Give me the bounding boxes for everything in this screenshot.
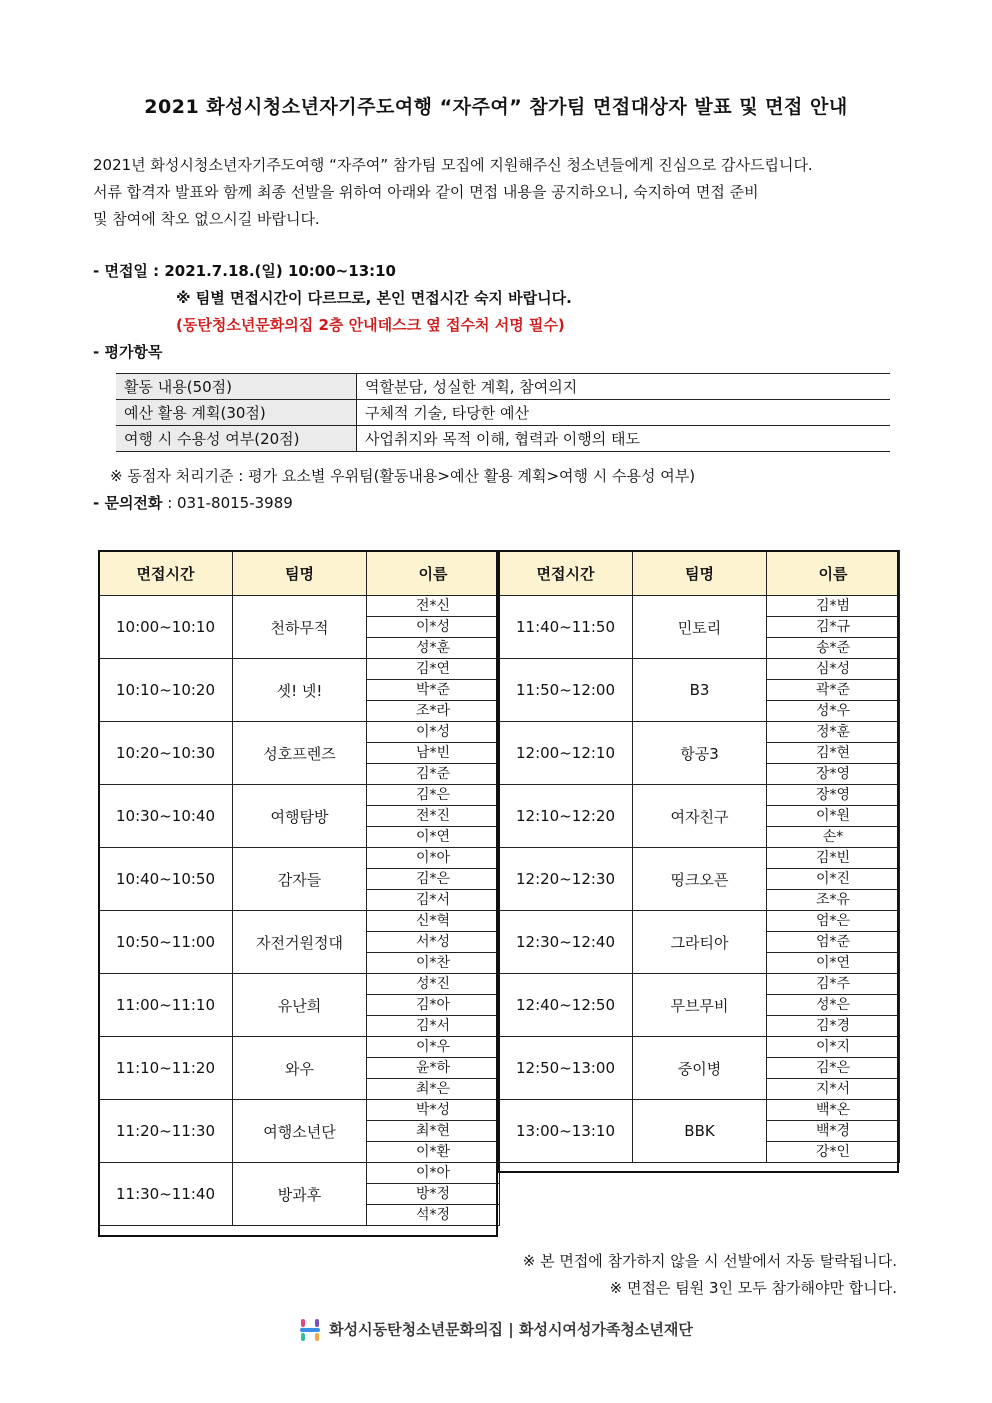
member-name: 엄*은 — [767, 911, 900, 932]
interview-time: 10:30~10:40 — [99, 785, 233, 848]
member-name: 김*은 — [367, 869, 500, 890]
table-row — [499, 974, 900, 995]
member-name: 김*은 — [767, 1058, 900, 1079]
member-name: 김*경 — [767, 1016, 900, 1037]
team-name: 방과후 — [233, 1163, 367, 1226]
member-name: 성*우 — [767, 701, 900, 722]
member-name: 석*정 — [367, 1205, 500, 1226]
member-name: 손* — [767, 827, 900, 848]
interview-time: 12:50~13:00 — [499, 1037, 633, 1100]
interview-time: 10:50~11:00 — [99, 911, 233, 974]
team-name: BBK — [633, 1100, 767, 1163]
footer — [0, 1318, 992, 1342]
interview-time: 12:20~12:30 — [499, 848, 633, 911]
schedule-table-left — [98, 550, 500, 1226]
table-row — [99, 911, 500, 932]
member-name: 이*연 — [367, 827, 500, 848]
tiebreak-rule: ※ 동점자 처리기준 : 평가 요소별 우위팀(활동내용>예산 활용 계획>여행 시 수용성 여부) — [110, 467, 696, 485]
interview-time: 13:00~13:10 — [499, 1100, 633, 1163]
eval-desc: 구체적 기술, 타당한 예산 — [357, 400, 891, 426]
member-name: 성*진 — [367, 974, 500, 995]
footer-org: 화성시동탄청소년문화의집 | 화성시여성가족청소년재단 — [329, 1320, 693, 1339]
column-header: 면접시간 — [99, 551, 233, 596]
member-name: 김*아 — [367, 995, 500, 1016]
member-name: 전*신 — [367, 596, 500, 617]
team-name: 성호프렌즈 — [233, 722, 367, 785]
table-row — [499, 1037, 900, 1058]
member-name: 박*준 — [367, 680, 500, 701]
member-name: 최*현 — [367, 1121, 500, 1142]
team-name: 여행소년단 — [233, 1100, 367, 1163]
interview-time: 11:30~11:40 — [99, 1163, 233, 1226]
member-name: 이*성 — [367, 722, 500, 743]
table-row — [99, 659, 500, 680]
table-header-row — [499, 551, 900, 596]
member-name: 남*빈 — [367, 743, 500, 764]
member-name: 백*경 — [767, 1121, 900, 1142]
team-name: 중이병 — [633, 1037, 767, 1100]
team-name: 천하무적 — [233, 596, 367, 659]
member-name: 이*원 — [767, 806, 900, 827]
table-header-row — [99, 551, 500, 596]
interview-time: 12:40~12:50 — [499, 974, 633, 1037]
schedule-note: ※ 팀별 면접시간이 다르므로, 본인 면접시간 숙지 바랍니다. — [176, 289, 572, 307]
intro-line: 및 참여에 착오 없으시길 바랍니다. — [93, 210, 320, 228]
member-name: 이*진 — [767, 869, 900, 890]
member-name: 이*성 — [367, 617, 500, 638]
team-name: 무브무비 — [633, 974, 767, 1037]
member-name: 이*찬 — [367, 953, 500, 974]
member-name: 김*규 — [767, 617, 900, 638]
interview-time: 12:30~12:40 — [499, 911, 633, 974]
contact — [93, 492, 293, 513]
member-name: 최*은 — [367, 1079, 500, 1100]
member-name: 박*성 — [367, 1100, 500, 1121]
member-name: 전*진 — [367, 806, 500, 827]
member-name: 정*훈 — [767, 722, 900, 743]
team-name: 그라티아 — [633, 911, 767, 974]
member-name: 엄*준 — [767, 932, 900, 953]
foundation-logo-icon — [299, 1318, 321, 1342]
member-name: 김*서 — [367, 1016, 500, 1037]
page-title: 2021 화성시청소년자기주도여행 “자주여” 참가팀 면접대상자 발표 및 면접 안내 — [144, 96, 848, 118]
interview-time: 11:40~11:50 — [499, 596, 633, 659]
member-name: 이*연 — [767, 953, 900, 974]
member-name: 김*은 — [367, 785, 500, 806]
interview-date: - 면접일 : 2021.7.18.(일) 10:00~13:10 — [93, 262, 396, 280]
interview-time: 12:10~12:20 — [499, 785, 633, 848]
member-name: 신*혁 — [367, 911, 500, 932]
member-name: 이*아 — [367, 848, 500, 869]
team-name: 유난희 — [233, 974, 367, 1037]
team-name: 감자들 — [233, 848, 367, 911]
member-name: 장*영 — [767, 764, 900, 785]
member-name: 심*성 — [767, 659, 900, 680]
schedule-table-right — [498, 550, 900, 1163]
member-name: 지*서 — [767, 1079, 900, 1100]
member-name: 성*은 — [767, 995, 900, 1016]
eval-category: 여행 시 수용성 여부(20점) — [116, 426, 357, 452]
table-row — [99, 1163, 500, 1184]
intro-line: 2021년 화성시청소년자기주도여행 “자주여” 참가팀 모집에 지원해주신 청소년들에게 진심으로 감사드립니다. — [93, 156, 813, 174]
column-header: 이름 — [767, 551, 900, 596]
table-row — [116, 400, 890, 426]
interview-time: 10:00~10:10 — [99, 596, 233, 659]
attendance-note: ※ 면접은 팀원 3인 모두 참가해야만 합니다. — [609, 1279, 897, 1297]
contact-phone: : 031-8015-3989 — [162, 494, 293, 512]
interview-time: 11:00~11:10 — [99, 974, 233, 1037]
team-name: 항공3 — [633, 722, 767, 785]
team-name: 민토리 — [633, 596, 767, 659]
evaluation-table — [116, 373, 890, 452]
signature-note: (동탄청소년문화의집 2층 안내데스크 옆 접수처 서명 필수) — [176, 316, 565, 334]
member-name: 김*범 — [767, 596, 900, 617]
table-row — [99, 596, 500, 617]
team-name: 여행탐방 — [233, 785, 367, 848]
eval-category: 예산 활용 계획(30점) — [116, 400, 357, 426]
member-name: 김*준 — [367, 764, 500, 785]
table-row — [499, 596, 900, 617]
member-name: 조*라 — [367, 701, 500, 722]
column-header: 이름 — [367, 551, 500, 596]
intro-paragraph — [93, 152, 899, 233]
interview-time: 11:20~11:30 — [99, 1100, 233, 1163]
team-name: 와우 — [233, 1037, 367, 1100]
table-row — [499, 722, 900, 743]
member-name: 서*성 — [367, 932, 500, 953]
column-header: 팀명 — [233, 551, 367, 596]
intro-line: 서류 합격자 발표와 함께 최종 선발을 위하여 아래와 같이 면접 내용을 공지하오니, 숙지하여 면접 준비 — [93, 183, 759, 201]
table-row — [99, 1100, 500, 1121]
member-name: 김*주 — [767, 974, 900, 995]
eval-desc: 역할분담, 성실한 계획, 참여의지 — [357, 374, 891, 400]
member-name: 김*연 — [367, 659, 500, 680]
member-name: 장*영 — [767, 785, 900, 806]
table-row — [116, 374, 890, 400]
table-row — [116, 426, 890, 452]
table-row — [99, 848, 500, 869]
team-name: 자전거원정대 — [233, 911, 367, 974]
member-name: 이*지 — [767, 1037, 900, 1058]
team-name: 띵크오픈 — [633, 848, 767, 911]
member-name: 방*정 — [367, 1184, 500, 1205]
team-name: 여자친구 — [633, 785, 767, 848]
member-name: 송*준 — [767, 638, 900, 659]
evaluation-label: - 평가항목 — [93, 343, 163, 361]
table-row — [499, 911, 900, 932]
interview-time: 10:10~10:20 — [99, 659, 233, 722]
contact-label: - 문의전화 — [93, 494, 163, 512]
interview-time: 10:20~10:30 — [99, 722, 233, 785]
absence-note: ※ 본 면접에 참가하지 않을 시 선발에서 자동 탈락됩니다. — [522, 1252, 897, 1270]
member-name: 백*온 — [767, 1100, 900, 1121]
table-row — [99, 1037, 500, 1058]
member-name: 이*환 — [367, 1142, 500, 1163]
member-name: 곽*준 — [767, 680, 900, 701]
table-row — [499, 659, 900, 680]
interview-time: 11:10~11:20 — [99, 1037, 233, 1100]
interview-time: 10:40~10:50 — [99, 848, 233, 911]
eval-desc: 사업취지와 목적 이해, 협력과 이행의 태도 — [357, 426, 891, 452]
column-header: 팀명 — [633, 551, 767, 596]
member-name: 이*우 — [367, 1037, 500, 1058]
table-row — [99, 722, 500, 743]
table-row — [99, 785, 500, 806]
member-name: 강*인 — [767, 1142, 900, 1163]
interview-time: 11:50~12:00 — [499, 659, 633, 722]
team-name: B3 — [633, 659, 767, 722]
member-name: 이*아 — [367, 1163, 500, 1184]
eval-category: 활동 내용(50점) — [116, 374, 357, 400]
member-name: 김*빈 — [767, 848, 900, 869]
member-name: 성*훈 — [367, 638, 500, 659]
member-name: 조*유 — [767, 890, 900, 911]
interview-time: 12:00~12:10 — [499, 722, 633, 785]
table-row — [99, 974, 500, 995]
member-name: 윤*하 — [367, 1058, 500, 1079]
table-row — [499, 1100, 900, 1121]
table-row — [499, 848, 900, 869]
member-name: 김*현 — [767, 743, 900, 764]
column-header: 면접시간 — [499, 551, 633, 596]
table-row — [499, 785, 900, 806]
member-name: 김*서 — [367, 890, 500, 911]
team-name: 셋! 넷! — [233, 659, 367, 722]
